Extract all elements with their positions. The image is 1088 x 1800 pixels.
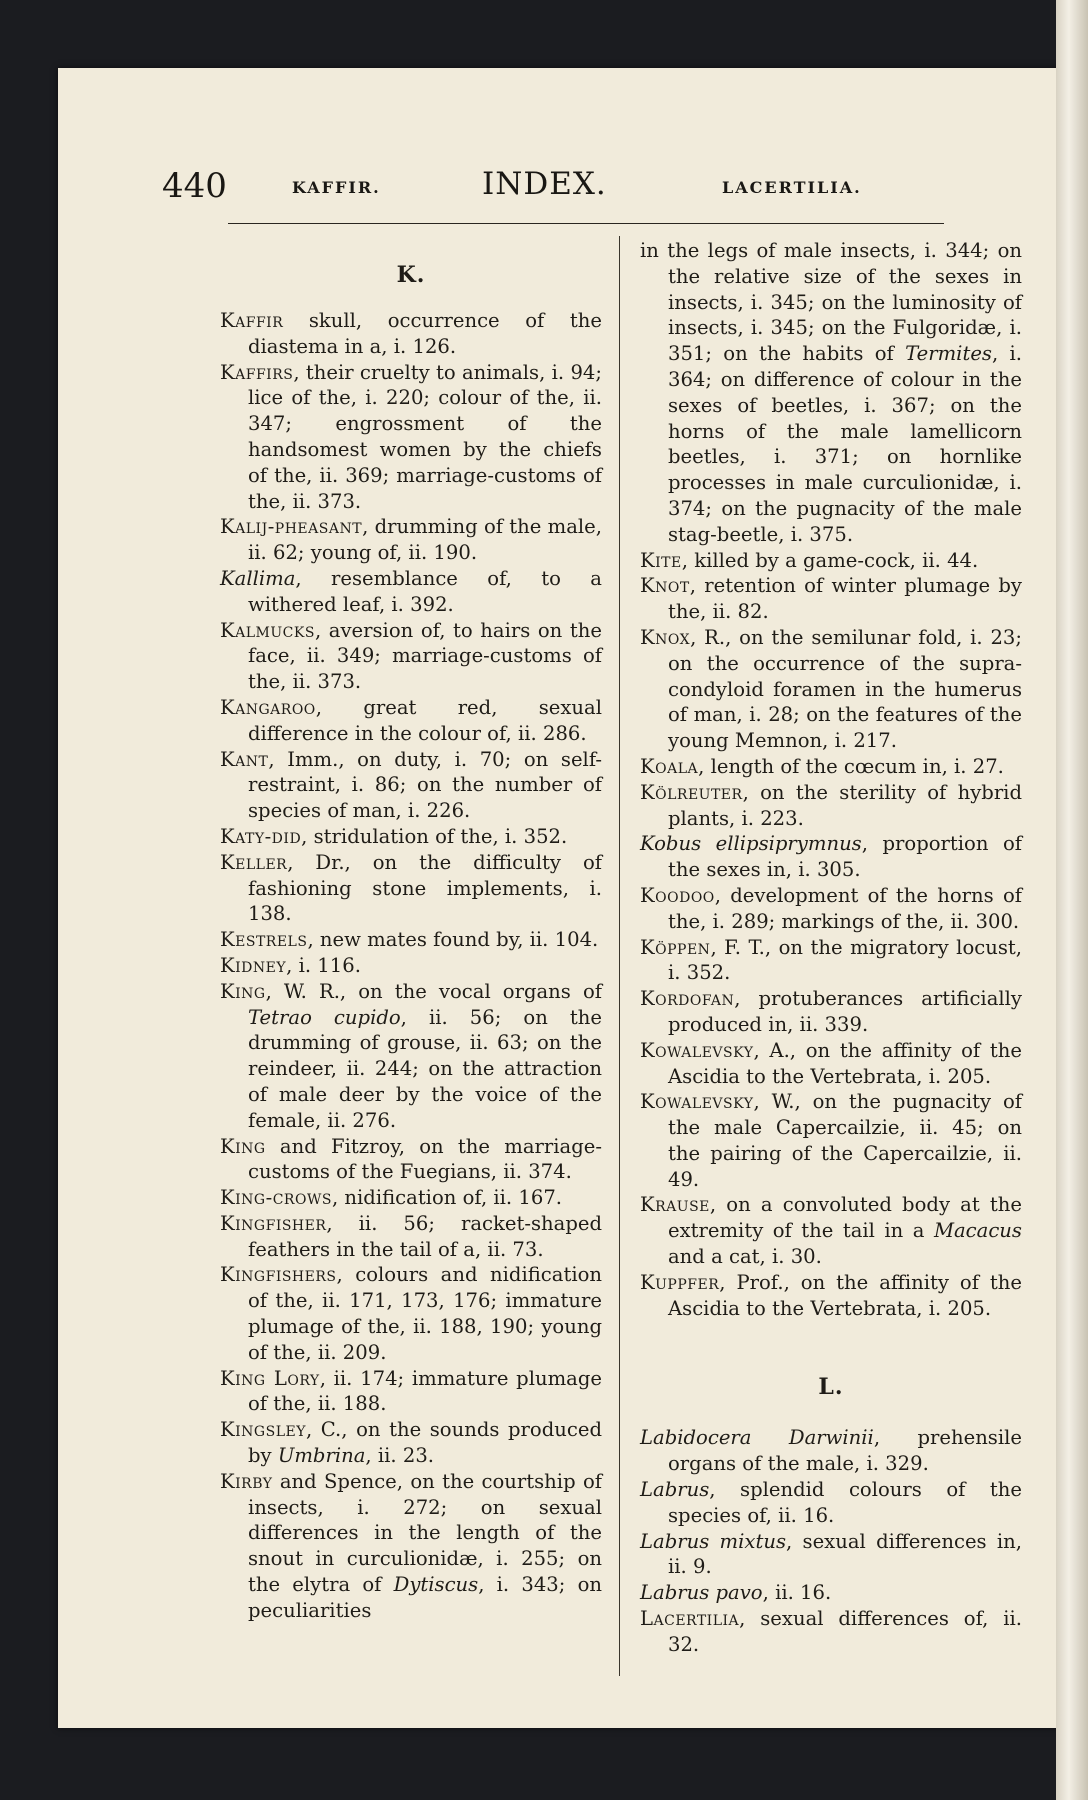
- index-entry: [640, 754, 1022, 780]
- entry-heading: Kaffir: [220, 309, 284, 332]
- entry-text: , ii. 16.: [762, 1581, 832, 1605]
- entry-italic-text: Macacus: [933, 1219, 1022, 1243]
- entry-heading: Knox: [640, 625, 691, 649]
- left-column: [220, 238, 602, 1624]
- header-right-word: LACERTILIA.: [722, 178, 862, 197]
- entry-text: , development of the horns of the, i. 289; markings of the, ii. 300.: [668, 883, 1022, 933]
- header-rule: [228, 223, 944, 224]
- entry-heading: Kant: [220, 747, 269, 771]
- entry-text: , colours and nidification of the, ii. 171, 173, 176; immature plumage of the, ii. 188, 190; young of the, ii. 209.: [248, 1263, 602, 1364]
- entry-heading: Kalij-pheasant: [220, 515, 363, 539]
- index-entry: [220, 1262, 602, 1365]
- entry-text: , R., on the semilunar fold, i. 23; on the occurrence of the supra-condyloid foramen in the humerus of man, i. 28; on the features of the young Memnon, i. 217.: [668, 625, 1022, 753]
- index-entry: [640, 1038, 1022, 1090]
- index-entry: [640, 1529, 1022, 1581]
- index-entry: [640, 1089, 1022, 1192]
- index-entry: [220, 514, 602, 566]
- index-entry: [640, 1580, 1022, 1606]
- entry-heading: Labrus mixtus: [640, 1529, 787, 1553]
- index-entry: [220, 1134, 602, 1186]
- entry-heading: Kaffirs: [220, 360, 294, 384]
- right-entries-l: [640, 1425, 1022, 1657]
- index-entry: [220, 927, 602, 953]
- entry-heading: Krause: [640, 1193, 710, 1217]
- index-entry: [220, 953, 602, 979]
- index-entry: [640, 935, 1022, 987]
- index-entry: [220, 308, 602, 360]
- header-left-word: KAFFIR.: [292, 178, 381, 197]
- index-entry: [220, 824, 602, 850]
- entry-heading: Kingfisher: [220, 1211, 327, 1235]
- entry-text: , sexual differences in, ii. 9.: [668, 1529, 1023, 1579]
- index-entry: [640, 1425, 1022, 1477]
- entry-text: , resemblance of, to a withered leaf, i. 392.: [248, 566, 602, 616]
- continued-entry: [640, 238, 1022, 548]
- entry-text: , A., on the affinity of the Ascidia to the Vertebrata, i. 205.: [668, 1038, 1022, 1088]
- entry-heading: Kingsley: [220, 1418, 306, 1442]
- entry-heading: Kidney: [220, 953, 287, 977]
- index-entry: [640, 625, 1022, 754]
- entry-heading: Labidocera Darwinii: [640, 1426, 874, 1450]
- index-entry: [220, 747, 602, 824]
- index-entry: [640, 1477, 1022, 1529]
- entry-heading: Koala: [640, 754, 699, 778]
- entry-text: , sexual differences of, ii. 32.: [668, 1607, 1022, 1656]
- entry-text: , prehensile organs of the male, i. 329.: [668, 1426, 1022, 1476]
- entry-text: , retention of winter plumage by the, ii. 82.: [668, 574, 1022, 624]
- index-entry: [640, 548, 1022, 574]
- entry-heading: Kestrels: [220, 928, 308, 952]
- index-entry: [640, 1606, 1022, 1658]
- continued-text-2: , i. 364; on difference of colour in the sexes of beetles, i. 367; on the horns of the male lamellicorn beetles, i. 371; on hornlike processes in male curculionidæ, i. 374; on the pugnacity of the male stag-beetle, i. 375.: [668, 342, 1023, 546]
- entry-text: , aversion of, to hairs on the face, ii. 349; marriage-customs of the, ii. 373.: [248, 618, 602, 694]
- index-entry: [640, 573, 1022, 625]
- index-entry: [640, 1192, 1022, 1269]
- entry-text: and Spence, on the courtship of insects, i. 272; on sexual differences in the length of the snout in curculionidæ, i. 255; on the elytra of: [248, 1469, 602, 1597]
- entry-text: , on a convoluted body at the extremity of the tail in a: [668, 1193, 1022, 1243]
- index-entry: [220, 1185, 602, 1211]
- entry-heading: Kuppfer: [640, 1270, 720, 1294]
- index-entry: [640, 831, 1022, 883]
- index-entry: [640, 1270, 1022, 1322]
- entry-text-continued: , ii. 56; on the drumming of grouse, ii. 63; on the reindeer, ii. 244; on the attraction of male deer by the voice of the female, ii. 276.: [248, 1005, 602, 1132]
- right-entries: [640, 548, 1022, 1322]
- entry-heading: Koodoo: [640, 883, 715, 907]
- entry-heading: King: [220, 1134, 266, 1158]
- index-entry: [640, 780, 1022, 832]
- entry-text: , proportion of the sexes in, i. 305.: [668, 832, 1023, 882]
- index-entry: [220, 979, 602, 1134]
- index-entry: [220, 360, 602, 515]
- page-title: INDEX.: [482, 166, 607, 202]
- entry-text: , W., on the pugnacity of the male Capercailzie, ii. 45; on the pairing of the Capercailzie, ii. 49.: [668, 1090, 1022, 1191]
- running-header: [162, 96, 880, 206]
- entry-text: , splendid colours of the species of, ii. 16.: [668, 1478, 1022, 1527]
- entry-text: skull, occurrence of the diastema in a, i. 126.: [248, 309, 602, 358]
- index-entry: [220, 1469, 602, 1624]
- entry-heading: Kobus ellipsiprymnus: [640, 832, 862, 856]
- entry-text: , killed by a game-cock, ii. 44.: [681, 548, 979, 572]
- entry-heading: Labrus pavo: [640, 1581, 763, 1605]
- entry-heading: Kangaroo: [220, 695, 316, 719]
- continued-text: in the legs of male insects, i. 344; on the relative size of the sexes in insects, i. 345; on the luminosity of insects, i. 345; on the Fulgoridæ, i. 351; on the habits of: [640, 239, 1022, 366]
- entry-text: , on the sterility of hybrid plants, i. 223.: [668, 780, 1022, 830]
- column-divider: [619, 236, 620, 1676]
- entry-italic-text: Umbrina: [277, 1444, 366, 1468]
- entry-text: , nidification of, ii. 167.: [331, 1186, 563, 1210]
- index-entry: [640, 986, 1022, 1038]
- entry-text-continued: , ii. 23.: [365, 1444, 435, 1468]
- entry-text: , W. R., on the vocal organs of: [265, 979, 602, 1003]
- index-entry: [220, 695, 602, 747]
- entry-heading: Kowalevsky: [640, 1038, 754, 1062]
- entry-text: , length of the cœcum in, i. 27.: [698, 754, 1004, 778]
- entry-text: , Imm., on duty, i. 70; on self-restraint, i. 86; on the number of species of man, i. 226.: [248, 747, 602, 823]
- entry-heading: Kalmucks: [220, 618, 315, 642]
- entry-heading: Keller: [220, 850, 288, 874]
- entry-text: , new mates found by, ii. 104.: [307, 928, 599, 952]
- entry-italic-text: Tetrao cupido: [248, 1005, 401, 1029]
- entry-text: and Fitzroy, on the marriage-customs of the Fuegians, ii. 374.: [248, 1134, 602, 1184]
- entry-text: , stridulation of the, i. 352.: [301, 824, 568, 848]
- entry-heading: Kordofan: [640, 987, 735, 1011]
- index-entry: [220, 1366, 602, 1418]
- entry-heading: Lacertilia: [640, 1607, 740, 1631]
- index-entry: [640, 883, 1022, 935]
- entry-heading: Kite: [640, 548, 682, 572]
- entry-heading: Labrus: [640, 1478, 710, 1502]
- index-entry: [220, 850, 602, 927]
- entry-heading: Köppen: [640, 935, 711, 959]
- entry-text: , F. T., on the migratory locust, i. 352.: [668, 935, 1022, 985]
- index-entry: [220, 1417, 602, 1469]
- entry-text: , Prof., on the affinity of the Ascidia to the Vertebrata, i. 205.: [668, 1270, 1022, 1320]
- entry-heading: Kallima: [220, 566, 296, 590]
- right-column: [640, 238, 1022, 1658]
- entry-heading: King-crows: [220, 1186, 332, 1210]
- index-entry: [220, 1211, 602, 1263]
- entry-heading: Kowalevsky: [640, 1090, 754, 1114]
- entry-text: , their cruelty to animals, i. 94; lice of the, i. 220; colour of the, ii. 347; engrossment of the handsomest women by the chiefs of the, ii. 369; marriage-customs of the, ii. 373.: [248, 360, 602, 513]
- entry-heading: Katy-did: [220, 824, 302, 848]
- entry-heading: Knot: [640, 574, 690, 598]
- continued-italic: Termites: [905, 342, 992, 366]
- entry-heading: Kirby: [220, 1469, 273, 1493]
- entry-text: , drumming of the male, ii. 62; young of, ii. 190.: [248, 515, 602, 565]
- page-number: 440: [162, 166, 227, 206]
- entry-heading: Kingfishers: [220, 1263, 337, 1287]
- entry-text: , ii. 56; racket-shaped feathers in the tail of a, ii. 73.: [248, 1211, 602, 1261]
- entry-text-continued: , i. 343; on peculiarities: [248, 1573, 602, 1622]
- entry-text: , ii. 174; immature plumage of the, ii. 188.: [248, 1366, 603, 1416]
- entry-text: , i. 116.: [286, 953, 361, 977]
- entry-heading: King: [220, 979, 266, 1003]
- entry-text: , great red, sexual difference in the colour of, ii. 286.: [248, 695, 602, 745]
- entry-text: , Dr., on the difficulty of fashioning stone implements, i. 138.: [248, 850, 602, 926]
- index-entry: [220, 566, 602, 618]
- entry-heading: King Lory: [220, 1366, 320, 1390]
- left-entries: [220, 308, 602, 1624]
- entry-text-continued: and a cat, i. 30.: [668, 1245, 822, 1269]
- page-edge: [1056, 0, 1088, 1800]
- entry-heading: Kölreuter: [640, 780, 743, 804]
- section-letter-l: L.: [818, 1374, 844, 1401]
- index-entry: [220, 618, 602, 695]
- entry-italic-text: Dytiscus: [393, 1573, 479, 1597]
- entry-text: , protuberances artificially produced in, ii. 339.: [668, 987, 1022, 1036]
- entry-text: , C., on the sounds produced by: [248, 1418, 602, 1468]
- section-letter-k: K.: [396, 262, 426, 288]
